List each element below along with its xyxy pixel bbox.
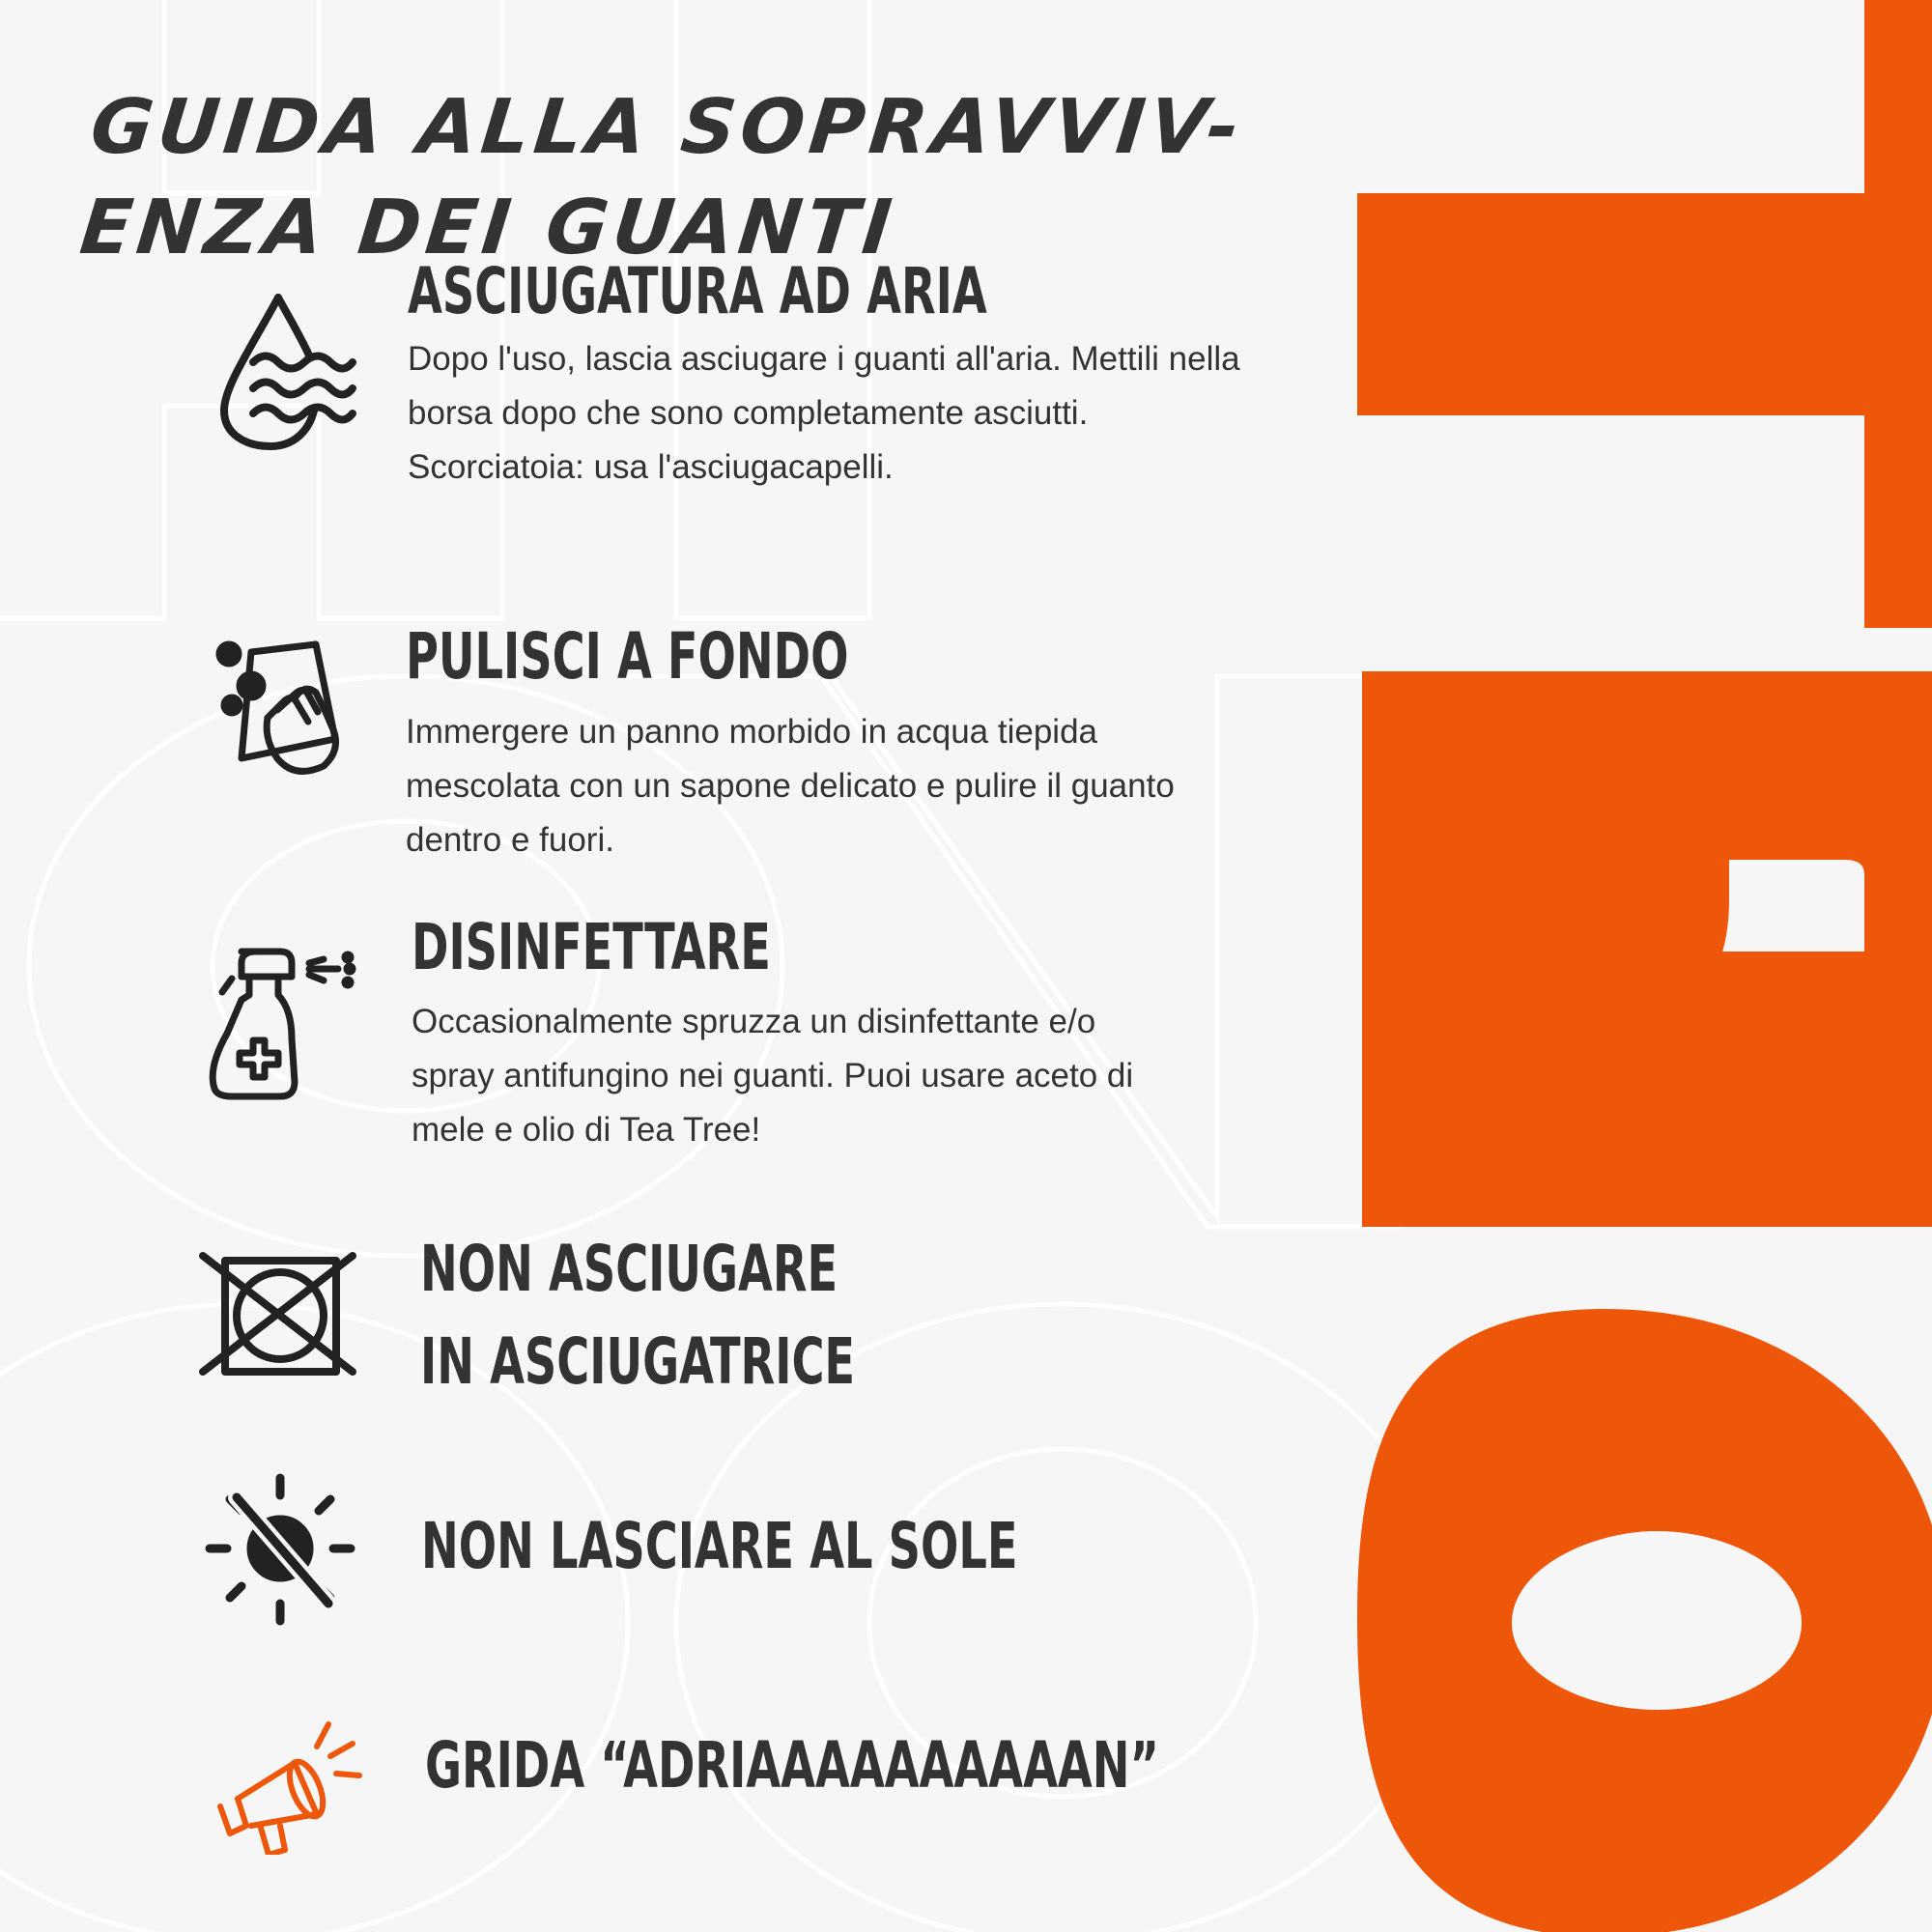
- water-drop-icon: [213, 290, 377, 454]
- section-heading-shout: GRIDA “ADRIAAAAAAAAAAN”: [425, 1728, 1159, 1803]
- cleaning-cloth-icon: [208, 633, 372, 797]
- no-sun-icon: [198, 1468, 362, 1633]
- section-heading-no-sun: NON LASCIARE AL SOLE: [421, 1509, 1018, 1583]
- brand-digit-2: [1362, 671, 1932, 1227]
- section-text-air-dry: Dopo l'uso, lascia asciugare i guanti all'aria. Mettili nella borsa dopo che sono completamente asciutti. Scorciatoia: usa l'asciugacapelli.: [408, 340, 1240, 486]
- brand-digit-0: [1357, 1309, 1932, 1932]
- section-heading-clean: PULISCI A FONDO: [406, 619, 849, 694]
- section-text-disinfect: Occasionalmente spruzza un disinfettante e/o spray antifungino nei guanti. Puoi usare aceto di mele e olio di Tea Tree!: [412, 1003, 1134, 1149]
- brand-letter-t: [1357, 0, 1932, 628]
- section-text-clean: Immergere un panno morbido in acqua tiepida mescolata con un sapone delicato e pulire il guanto dentro e fuori.: [406, 713, 1175, 859]
- no-tumble-dry-icon: [198, 1251, 362, 1415]
- spray-bottle-icon: [203, 942, 367, 1106]
- section-heading-no-dryer: NON ASCIUGARE IN ASCIUGATRICE: [420, 1232, 856, 1399]
- section-heading-air-dry: ASCIUGATURA AD ARIA: [408, 254, 987, 328]
- megaphone-icon: [203, 1690, 367, 1855]
- page-title: GUIDA ALLA SOPRAVVIV- ENZA DEI GUANTI: [75, 84, 1248, 271]
- section-heading-disinfect: DISINFETTARE: [412, 910, 771, 984]
